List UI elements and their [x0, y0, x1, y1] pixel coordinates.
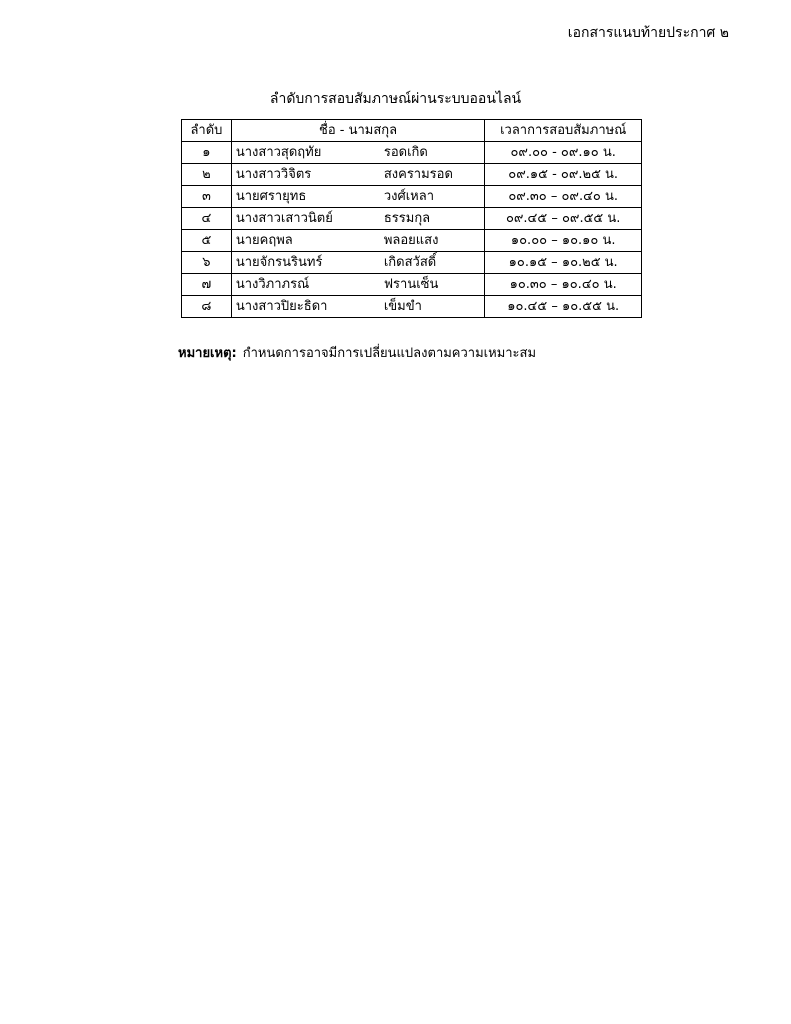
table-row — [182, 164, 642, 186]
interview-time: ๐๙.๐๐ - ๐๙.๑๐ น. — [485, 142, 642, 164]
candidate-name — [231, 208, 485, 230]
table-row — [182, 186, 642, 208]
table-row — [182, 208, 642, 230]
first-name: นางวิภาภรณ์ — [235, 277, 310, 292]
column-header-no: ลำดับ — [182, 120, 232, 142]
table-header-row — [182, 120, 642, 142]
table-row — [182, 274, 642, 296]
column-header-name: ชื่อ - นามสกุล — [231, 120, 485, 142]
row-number: ๘ — [182, 296, 232, 318]
row-number: ๑ — [182, 142, 232, 164]
last-name: สงครามรอด — [383, 167, 453, 182]
row-number: ๗ — [182, 274, 232, 296]
interview-time: ๐๙.๑๕ - ๐๙.๒๕ น. — [485, 164, 642, 186]
table-row — [182, 230, 642, 252]
interview-schedule-table — [181, 119, 642, 318]
first-name: นายคฤพล — [235, 233, 293, 248]
row-number: ๓ — [182, 186, 232, 208]
table-row — [182, 142, 642, 164]
remark — [178, 342, 536, 363]
first-name: นางสาวเสาวนิตย์ — [235, 211, 333, 226]
candidate-name — [231, 274, 485, 296]
remark-text: กำหนดการอาจมีการเปลี่ยนแปลงตามความเหมาะสม — [242, 346, 537, 361]
row-number: ๕ — [182, 230, 232, 252]
table-row — [182, 296, 642, 318]
table-body — [182, 142, 642, 318]
first-name: นางสาววิจิตร — [235, 167, 312, 182]
last-name: ฟรานเซ็น — [383, 277, 439, 292]
last-name: พลอยแสง — [383, 233, 439, 248]
candidate-name — [231, 186, 485, 208]
last-name: วงศ์เหลา — [383, 189, 435, 204]
annex-label: เอกสารแนบท้ายประกาศ ๒ — [567, 25, 729, 41]
remark-label: หมายเหตุ: — [178, 346, 237, 361]
row-number: ๖ — [182, 252, 232, 274]
column-header-time: เวลาการสอบสัมภาษณ์ — [485, 120, 642, 142]
first-name: นายจักรนรินทร์ — [235, 255, 323, 270]
last-name: เข็มขำ — [383, 299, 422, 314]
candidate-name — [231, 296, 485, 318]
last-name: ธรรมกุล — [383, 211, 431, 226]
candidate-name — [231, 164, 485, 186]
table-row — [182, 252, 642, 274]
last-name: รอดเกิด — [383, 145, 428, 160]
last-name: เกิดสวัสดิ์ — [383, 255, 437, 270]
interview-time: ๑๐.๑๕ – ๑๐.๒๕ น. — [485, 252, 642, 274]
document-title: ลำดับการสอบสัมภาษณ์ผ่านระบบออนไลน์ — [269, 91, 522, 107]
row-number: ๔ — [182, 208, 232, 230]
row-number: ๒ — [182, 164, 232, 186]
interview-time: ๑๐.๓๐ – ๑๐.๔๐ น. — [485, 274, 642, 296]
interview-time: ๐๙.๔๕ – ๐๙.๕๕ น. — [485, 208, 642, 230]
interview-time: ๑๐.๔๕ – ๑๐.๕๕ น. — [485, 296, 642, 318]
candidate-name — [231, 252, 485, 274]
candidate-name — [231, 230, 485, 252]
first-name: นางสาวสุดฤทัย — [235, 145, 322, 160]
first-name: นางสาวปิยะธิดา — [235, 299, 328, 314]
interview-time: ๑๐.๐๐ – ๑๐.๑๐ น. — [485, 230, 642, 252]
first-name: นายศรายุทธ — [235, 189, 307, 204]
interview-time: ๐๙.๓๐ – ๐๙.๔๐ น. — [485, 186, 642, 208]
candidate-name — [231, 142, 485, 164]
